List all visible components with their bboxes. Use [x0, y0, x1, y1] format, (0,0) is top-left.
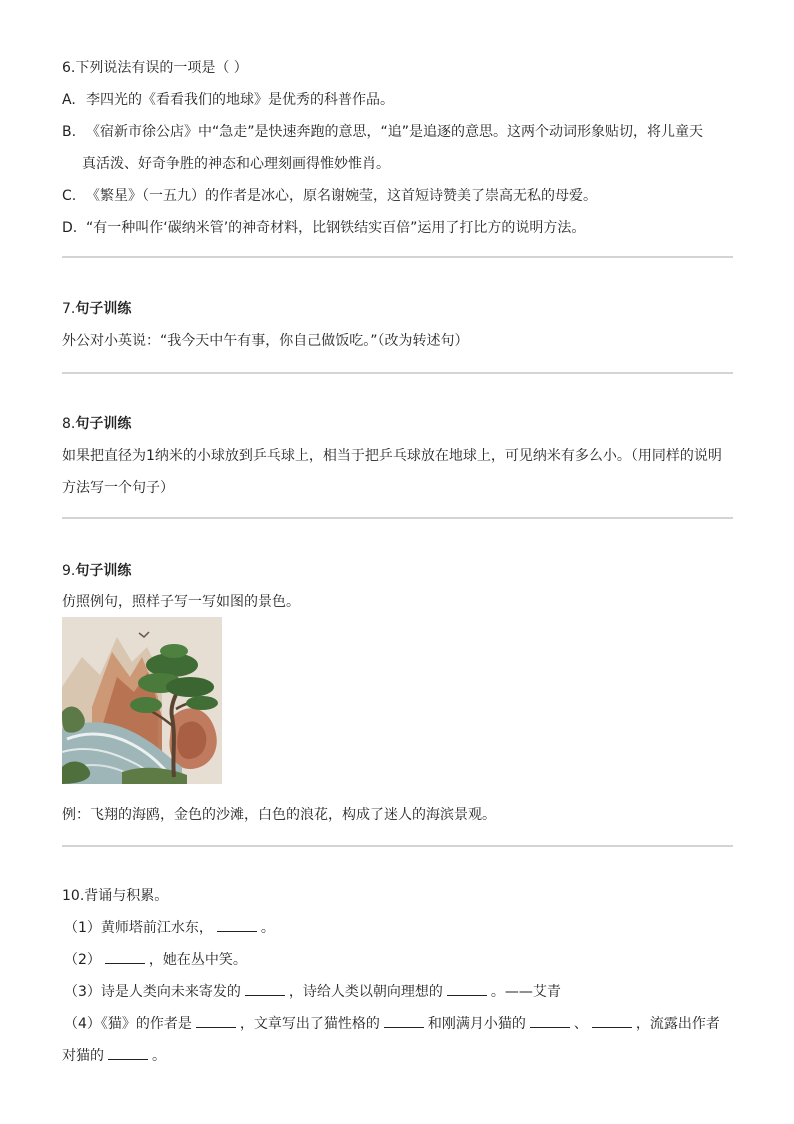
divider [62, 256, 733, 258]
q8-title-text: 句子训练 [75, 416, 132, 432]
q10-item-2 [64, 950, 247, 970]
q6-option-d [62, 218, 585, 238]
q10-title [62, 886, 168, 906]
answer-blank[interactable] [530, 1015, 570, 1028]
q10-item-3-text-b: ，诗给人类以朝向理想的 [288, 984, 443, 1000]
q6-option-a [62, 90, 394, 110]
q6-option-b-text: 《宿新市徐公店》中“急走”是快速奔跑的意思，“追”是追逐的意思。这两个动词形象贴切，将儿童天 [86, 124, 704, 140]
q8-prompt-line2 [62, 478, 174, 498]
q10-item-4-text-f: 对猫的 [62, 1048, 104, 1064]
answer-blank[interactable] [217, 919, 257, 932]
q10-item-4-text-c: 和刚满月小猫的 [427, 1016, 526, 1032]
q8-title [62, 414, 131, 434]
q6-option-a-letter: A. [62, 92, 76, 108]
q10-item-4-text-d: 、 [573, 1016, 588, 1032]
q9-number: 9. [62, 563, 76, 579]
q10-item-1-text-a: （1）黄师塔前江水东， [64, 920, 213, 936]
landscape-illustration [62, 617, 222, 784]
q10-item-4-text-e: ，流露出作者 [635, 1016, 720, 1032]
q7-number: 7. [62, 301, 76, 317]
q7-title-text: 句子训练 [75, 301, 132, 317]
q10-item-4-text-g: 。 [152, 1048, 166, 1064]
q9-prompt-text: 仿照例句，照样子写一写如图的景色。 [62, 594, 300, 610]
q6-option-d-text: “有一种叫作‘碳纳米管’的神奇材料，比钢铁结实百倍”运用了打比方的说明方法。 [86, 220, 586, 236]
q6-title-text: 6.下列说法有误的一项是（ ） [62, 60, 248, 76]
answer-blank[interactable] [108, 1047, 148, 1060]
q8-prompt-text-1: 如果把直径为1纳米的小球放到乒乓球上，相当于把乒乓球放在地球上，可见纳米有多么小。（用同样的说明 [62, 448, 722, 464]
q9-title-text: 句子训练 [75, 563, 132, 579]
q7-prompt [62, 331, 469, 351]
divider [62, 845, 733, 847]
q7-prompt-text: 外公对小英说：“我今天中午有事，你自己做饭吃。”（改为转述句） [62, 333, 469, 349]
q10-item-3-text-a: （3）诗是人类向未来寄发的 [64, 984, 241, 1000]
q7-title [62, 299, 131, 319]
answer-blank[interactable] [245, 983, 285, 996]
q10-item-4-text-a: （4）《猫》的作者是 [64, 1016, 192, 1032]
q10-item-2-text-b: ，她在丛中笑。 [148, 952, 247, 968]
q9-title [62, 561, 131, 581]
q9-example [62, 805, 496, 825]
q6-option-d-letter: D. [62, 220, 78, 236]
q10-title-text: 10.背诵与积累。 [62, 888, 169, 904]
q9-example-text: 例：飞翔的海鸥，金色的沙滩，白色的浪花，构成了迷人的海滨景观。 [62, 807, 496, 823]
q10-item-2-text-a: （2） [64, 952, 101, 968]
q10-item-4-text-b: ，文章写出了猫性格的 [239, 1016, 380, 1032]
q10-item-4-continued [62, 1046, 166, 1066]
q8-prompt-text-2: 方法写一个句子） [62, 480, 174, 496]
q6-option-c [62, 186, 597, 206]
q10-item-1-text-b: 。 [260, 920, 275, 936]
divider [62, 517, 733, 519]
q8-prompt-line1 [62, 446, 722, 466]
q6-option-a-text: 李四光的《看看我们的地球》是优秀的科普作品。 [86, 92, 394, 108]
q6-option-b-text-cont: 真活泼、好奇争胜的神态和心理刻画得惟妙惟肖。 [82, 156, 390, 172]
answer-blank[interactable] [447, 983, 487, 996]
q6-option-b [62, 122, 703, 142]
q10-item-3 [64, 982, 561, 1002]
divider [62, 372, 733, 374]
q6-title [62, 58, 248, 78]
q6-option-c-letter: C. [62, 188, 77, 204]
q6-option-b-letter: B. [62, 124, 77, 140]
q6-option-b-continued [82, 154, 390, 174]
q9-prompt [62, 592, 300, 612]
q10-item-1 [64, 918, 275, 938]
q10-item-3-text-c: 。——艾青 [490, 984, 561, 1000]
answer-blank[interactable] [105, 951, 145, 964]
q8-number: 8. [62, 416, 76, 432]
answer-blank[interactable] [196, 1015, 236, 1028]
answer-blank[interactable] [384, 1015, 424, 1028]
q10-item-4 [64, 1014, 720, 1034]
q6-option-c-text: 《繁星》（一五九）的作者是冰心，原名谢婉莹，这首短诗赞美了崇高无私的母爱。 [86, 188, 597, 204]
answer-blank[interactable] [592, 1015, 632, 1028]
